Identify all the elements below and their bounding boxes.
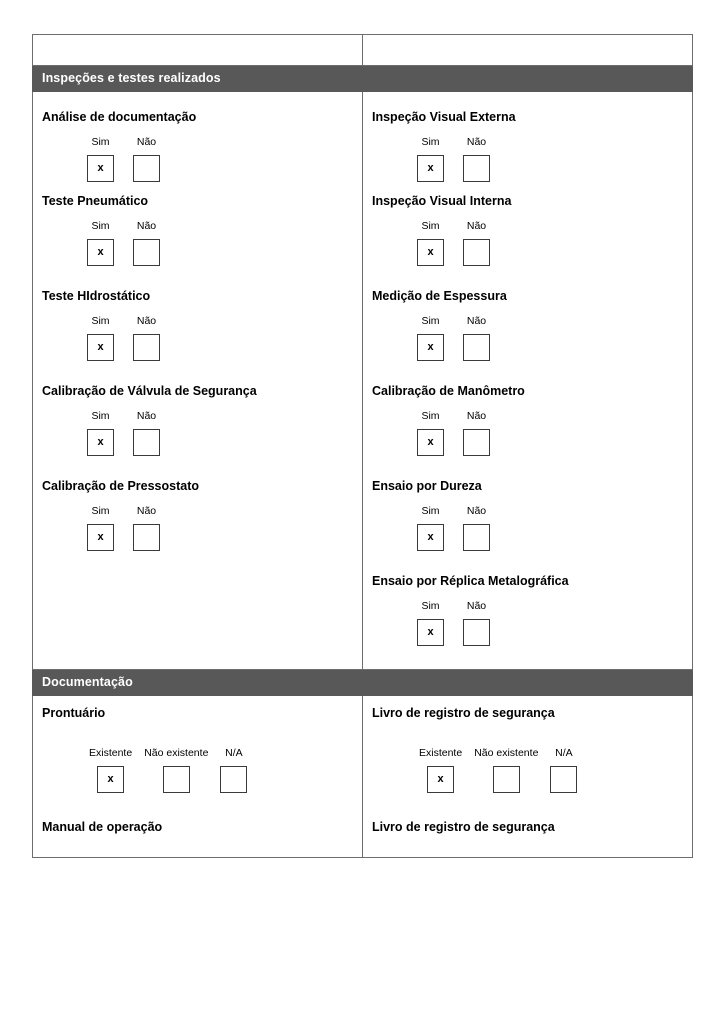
inspections-left-list: [33, 92, 362, 669]
choice-group-ensaio-por-dureza: [417, 505, 692, 551]
item-title-prontuario: Prontuário: [42, 706, 106, 720]
choice-label-sim: Sim: [421, 600, 440, 612]
item-analise-de-documentacao: [42, 92, 362, 182]
choice-nao-medicao-de-espessura[interactable]: [463, 315, 490, 361]
checkbox-nao-ensaio-por-dureza[interactable]: [463, 524, 490, 551]
table-row-blank-header: [33, 35, 693, 66]
documentacao-right-list: [363, 696, 692, 857]
item-inspecao-visual-interna: [372, 182, 692, 266]
choice-sim-medicao-de-espessura[interactable]: [417, 315, 444, 361]
blank-header-cell-right: [363, 35, 693, 66]
choice-group-livro-de-registro-de-seguranca-1: [419, 747, 692, 793]
documentacao-right-bottom-spacer: [372, 835, 692, 857]
choice-group-medicao-de-espessura: [417, 315, 692, 361]
checkbox-sim-ensaio-por-replica-metalografica[interactable]: x: [417, 619, 444, 646]
choice-label-nao: Não: [136, 410, 157, 422]
checkbox-nao-calibracao-de-valvula-de-seguranca[interactable]: [133, 429, 160, 456]
item-teste-pneumatico: [42, 182, 362, 266]
choice-label-existente: Existente: [89, 747, 133, 759]
choice-sim-ensaio-por-replica-metalografica[interactable]: [417, 600, 444, 646]
checkbox-nao-medicao-de-espessura[interactable]: [463, 334, 490, 361]
documentacao-cell-left: [33, 696, 363, 858]
choice-label-nao: Não: [466, 505, 487, 517]
item-title-teste-hidrostatico: Teste HIdrostático: [42, 289, 151, 303]
inspections-cell-left: [33, 92, 363, 670]
choice-nao-existente-livro-1[interactable]: [474, 747, 538, 793]
item-calibracao-de-valvula-de-seguranca: [42, 361, 362, 456]
choice-label-sim: Sim: [421, 410, 440, 422]
item-title-livro-de-registro-de-seguranca-1: Livro de registro de segurança: [372, 706, 555, 720]
item-title-manual-de-operacao: Manual de operação: [42, 820, 163, 834]
choice-group-calibracao-de-valvula-de-seguranca: [87, 410, 362, 456]
choice-label-nao: Não: [466, 600, 487, 612]
item-teste-hidrostatico: [42, 266, 362, 361]
choice-sim-analise-de-documentacao[interactable]: [87, 136, 114, 182]
documentacao-cell-right: [363, 696, 693, 858]
choice-nao-calibracao-de-valvula-de-seguranca[interactable]: [133, 410, 160, 456]
item-title-ensaio-por-replica-metalografica: Ensaio por Réplica Metalográfica: [372, 574, 569, 588]
choice-group-teste-pneumatico: [87, 220, 362, 266]
section-band-inspections: [33, 66, 693, 92]
item-livro-de-registro-de-seguranca-2: [372, 793, 692, 835]
choice-sim-inspecao-visual-interna[interactable]: [417, 220, 444, 266]
choice-group-inspecao-visual-interna: [417, 220, 692, 266]
blank-header-cell-left: [33, 35, 363, 66]
checkbox-sim-medicao-de-espessura[interactable]: x: [417, 334, 444, 361]
checkbox-sim-inspecao-visual-interna[interactable]: x: [417, 239, 444, 266]
item-ensaio-por-replica-metalografica: [372, 551, 692, 646]
choice-label-nao: Não: [466, 136, 487, 148]
section-title-documentacao-right: [363, 670, 692, 678]
choice-label-sim: Sim: [91, 410, 110, 422]
item-title-livro-de-registro-de-seguranca-2: Livro de registro de segurança: [372, 820, 555, 834]
item-title-calibracao-de-pressostato: Calibração de Pressostato: [42, 479, 200, 493]
item-title-inspecao-visual-externa: Inspeção Visual Externa: [372, 110, 516, 124]
left-column-bottom-spacer: [42, 551, 362, 669]
checkbox-nao-ensaio-por-replica-metalografica[interactable]: [463, 619, 490, 646]
item-calibracao-de-pressostato: [42, 456, 362, 551]
choice-label-sim: Sim: [421, 220, 440, 232]
choice-group-teste-hidrostatico: [87, 315, 362, 361]
item-inspecao-visual-externa: [372, 92, 692, 182]
choice-nao-existente-prontuario[interactable]: [144, 747, 208, 793]
choice-sim-teste-pneumatico[interactable]: [87, 220, 114, 266]
choice-sim-ensaio-por-dureza[interactable]: [417, 505, 444, 551]
checkbox-sim-teste-pneumatico[interactable]: x: [87, 239, 114, 266]
checkbox-nao-existente-livro-1[interactable]: [493, 766, 520, 793]
choice-label-sim: Sim: [421, 315, 440, 327]
choice-nao-inspecao-visual-externa[interactable]: [463, 136, 490, 182]
item-title-inspecao-visual-interna: Inspeção Visual Interna: [372, 194, 512, 208]
checkbox-nao-inspecao-visual-externa[interactable]: [463, 155, 490, 182]
choice-group-calibracao-de-manometro: [417, 410, 692, 456]
choice-existente-prontuario[interactable]: [89, 747, 132, 793]
choice-label-sim: Sim: [91, 136, 110, 148]
section-band-cell-left-documentacao: [33, 670, 363, 696]
choice-existente-livro-1[interactable]: [419, 747, 462, 793]
checkbox-na-prontuario[interactable]: [220, 766, 247, 793]
item-title-calibracao-de-valvula-de-seguranca: Calibração de Válvula de Segurança: [42, 384, 257, 398]
choice-label-existente: Existente: [419, 747, 463, 759]
choice-nao-calibracao-de-pressostato[interactable]: [133, 505, 160, 551]
choice-label-nao: Não: [466, 410, 487, 422]
documentacao-left-bottom-spacer: [42, 835, 362, 857]
checkbox-sim-calibracao-de-valvula-de-seguranca[interactable]: x: [87, 429, 114, 456]
choice-nao-inspecao-visual-interna[interactable]: [463, 220, 490, 266]
choice-label-sim: Sim: [91, 505, 110, 517]
section-band-cell-left-inspections: [33, 66, 363, 92]
choice-na-livro-1[interactable]: [550, 747, 577, 793]
inspections-right-list: [363, 92, 692, 662]
choice-group-ensaio-por-replica-metalografica: [417, 600, 692, 646]
choice-sim-teste-hidrostatico[interactable]: [87, 315, 114, 361]
item-title-ensaio-por-dureza: Ensaio por Dureza: [372, 479, 482, 493]
choice-group-analise-de-documentacao: [87, 136, 362, 182]
choice-group-inspecao-visual-externa: [417, 136, 692, 182]
item-title-medicao-de-espessura: Medição de Espessura: [372, 289, 507, 303]
checkbox-sim-calibracao-de-manometro[interactable]: x: [417, 429, 444, 456]
checkbox-nao-teste-pneumatico[interactable]: [133, 239, 160, 266]
item-ensaio-por-dureza: [372, 456, 692, 551]
choice-nao-ensaio-por-replica-metalografica[interactable]: [463, 600, 490, 646]
choice-label-nao: Não: [466, 315, 487, 327]
checkbox-na-livro-1[interactable]: [550, 766, 577, 793]
checkbox-nao-calibracao-de-manometro[interactable]: [463, 429, 490, 456]
documentacao-left-list: [33, 696, 362, 857]
item-livro-de-registro-de-seguranca-1: [372, 696, 692, 793]
checkbox-nao-existente-prontuario[interactable]: [163, 766, 190, 793]
section-title-documentacao: Documentação: [42, 675, 133, 689]
right-column-bottom-spacer: [372, 646, 692, 662]
choice-label-sim: Sim: [421, 136, 440, 148]
checkbox-nao-teste-hidrostatico[interactable]: [133, 334, 160, 361]
choice-sim-calibracao-de-valvula-de-seguranca[interactable]: [87, 410, 114, 456]
choice-label-nao: Não: [466, 220, 487, 232]
checkbox-sim-analise-de-documentacao[interactable]: x: [87, 155, 114, 182]
section-band-cell-right-inspections: [363, 66, 693, 92]
item-title-analise-de-documentacao: Análise de documentação: [42, 110, 197, 124]
item-manual-de-operacao: [42, 793, 362, 835]
table-row-documentacao-content: [33, 696, 693, 858]
section-band-documentacao: [33, 670, 693, 696]
checkbox-sim-ensaio-por-dureza[interactable]: x: [417, 524, 444, 551]
choice-label-na: N/A: [555, 747, 573, 759]
checkbox-sim-teste-hidrostatico[interactable]: x: [87, 334, 114, 361]
choice-nao-teste-pneumatico[interactable]: [133, 220, 160, 266]
item-title-teste-pneumatico: Teste Pneumático: [42, 194, 149, 208]
choice-sim-calibracao-de-pressostato[interactable]: [87, 505, 114, 551]
checkbox-nao-calibracao-de-pressostato[interactable]: [133, 524, 160, 551]
choice-label-nao: Não: [136, 505, 157, 517]
choice-nao-ensaio-por-dureza[interactable]: [463, 505, 490, 551]
choice-label-nao: Não: [136, 315, 157, 327]
choice-label-nao: Não: [136, 136, 157, 148]
checkbox-sim-inspecao-visual-externa[interactable]: x: [417, 155, 444, 182]
choice-na-prontuario[interactable]: [220, 747, 247, 793]
checkbox-sim-calibracao-de-pressostato[interactable]: x: [87, 524, 114, 551]
inspections-cell-right: [363, 92, 693, 670]
choice-group-prontuario: [89, 747, 362, 793]
choice-nao-calibracao-de-manometro[interactable]: [463, 410, 490, 456]
choice-nao-teste-hidrostatico[interactable]: [133, 315, 160, 361]
choice-label-nao: Não: [136, 220, 157, 232]
section-title-inspections: Inspeções e testes realizados: [42, 71, 221, 85]
section-title-inspections-right: [363, 66, 692, 74]
choice-label-sim: Sim: [421, 505, 440, 517]
choice-sim-calibracao-de-manometro[interactable]: [417, 410, 444, 456]
item-calibracao-de-manometro: [372, 361, 692, 456]
choice-label-na: N/A: [225, 747, 243, 759]
choice-sim-inspecao-visual-externa[interactable]: [417, 136, 444, 182]
item-medicao-de-espessura: [372, 266, 692, 361]
choice-label-sim: Sim: [91, 315, 110, 327]
section-band-cell-right-documentacao: [363, 670, 693, 696]
checkbox-nao-analise-de-documentacao[interactable]: [133, 155, 160, 182]
inspection-form-table: [32, 34, 693, 858]
table-body: [33, 35, 693, 858]
item-prontuario: [42, 696, 362, 793]
choice-group-calibracao-de-pressostato: [87, 505, 362, 551]
item-title-calibracao-de-manometro: Calibração de Manômetro: [372, 384, 525, 398]
checkbox-nao-inspecao-visual-interna[interactable]: [463, 239, 490, 266]
checkbox-existente-prontuario[interactable]: x: [97, 766, 124, 793]
table-row-inspections-content: [33, 92, 693, 670]
checkbox-existente-livro-1[interactable]: x: [427, 766, 454, 793]
choice-label-nao-existente: Não existente: [474, 747, 539, 759]
choice-nao-analise-de-documentacao[interactable]: [133, 136, 160, 182]
choice-label-sim: Sim: [91, 220, 110, 232]
choice-label-nao-existente: Não existente: [144, 747, 209, 759]
